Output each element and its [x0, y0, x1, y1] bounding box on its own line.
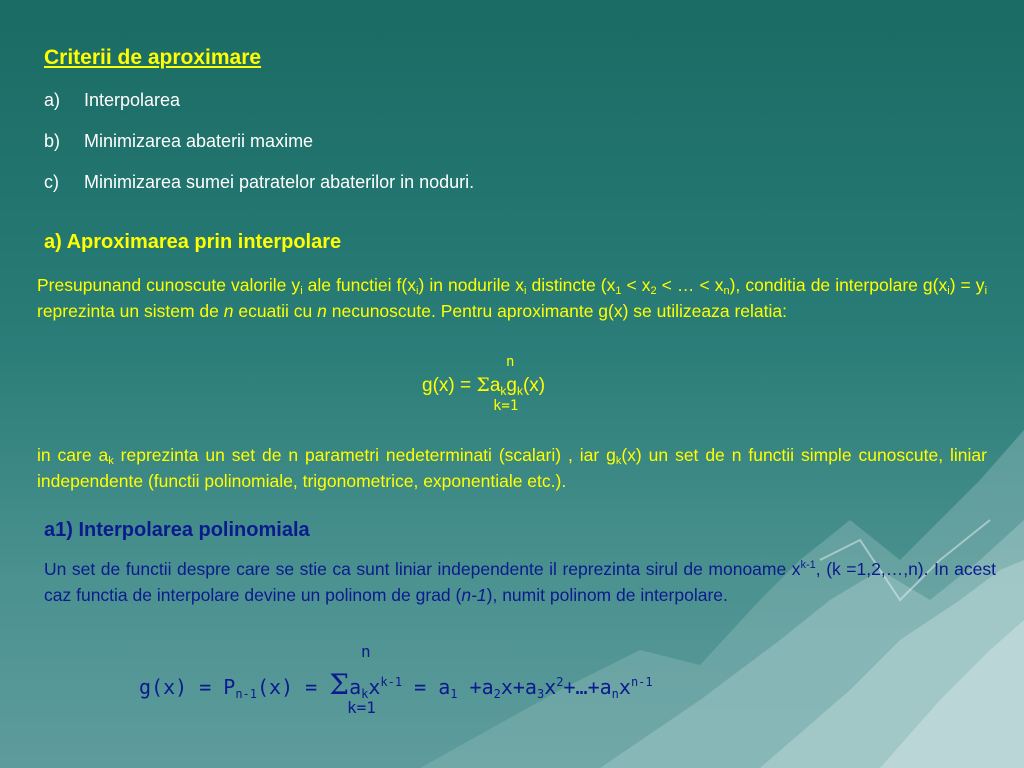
list-marker: b) — [44, 131, 61, 151]
interpolation-formula: $g(x) = \Sigma a_kg_k(x)$ n k=1 — [422, 354, 546, 414]
criteria-label: Interpolarea — [84, 90, 181, 110]
sum-lower-limit: k=1 — [493, 398, 519, 414]
criteria-label: Minimizarea abaterii maxime — [84, 131, 314, 151]
section-a-paragraph: Presupunand cunoscute valorile $y_i$ ale functiei $f(x_i)$ in nodurile $x_i$ distincte ($x_1 < x_2$ < … < $x_n$), conditia de interpolare $g(x_i) = y_i$ reprezinta un sistem de n ecuatii cu n necunoscute. Pentru aproximante g(x) se utilizeaza relatia: — [37, 275, 988, 321]
section-a-title: a) Aproximarea prin interpolare — [44, 231, 342, 253]
section-a1-title: a1) Interpolarea polinomiala — [44, 519, 310, 541]
section-a1-paragraph: Un set de functii despre care se stie ca sunt liniar independente il reprezinta sirul de monoame $x^{k-1}$, (k =1,2,…,n). In acest caz functia de interpolare devine un polinom de grad (n-1), numit polinom de interpolare. — [44, 559, 996, 605]
sum-upper-limit: n — [361, 642, 371, 661]
polynomial-formula: $g(x) = P_{n-1}(x) = \Sigma a_kx^{k-1} = a_1$ $+a_2x+a_3x^2+\dots+a_nx^{n-1}$ n k=1 — [139, 642, 653, 717]
section-a-explanation: in care $a_k$ reprezinta un set de n parametri nedeterminati (scalari) , iar $g_k(x)$ un set de n functii simple cunoscute, liniar independente (functii polinomiale, trigonometrice, exponentiale etc.). — [37, 445, 987, 491]
criteria-item — [44, 131, 474, 172]
sum-symbol: Σ — [329, 668, 350, 701]
criteria-item — [44, 90, 474, 131]
list-marker: c) — [44, 172, 59, 192]
sum-lower-limit: k=1 — [347, 698, 376, 717]
sum-symbol: Σ — [476, 374, 490, 396]
sum-upper-limit: n — [506, 354, 515, 370]
criteria-list — [44, 90, 474, 213]
criteria-item — [44, 172, 474, 213]
list-marker: a) — [44, 90, 61, 110]
slide-heading: Criterii de aproximare — [44, 46, 262, 69]
criteria-label: Minimizarea sumei patratelor abaterilor in noduri. — [84, 172, 475, 192]
